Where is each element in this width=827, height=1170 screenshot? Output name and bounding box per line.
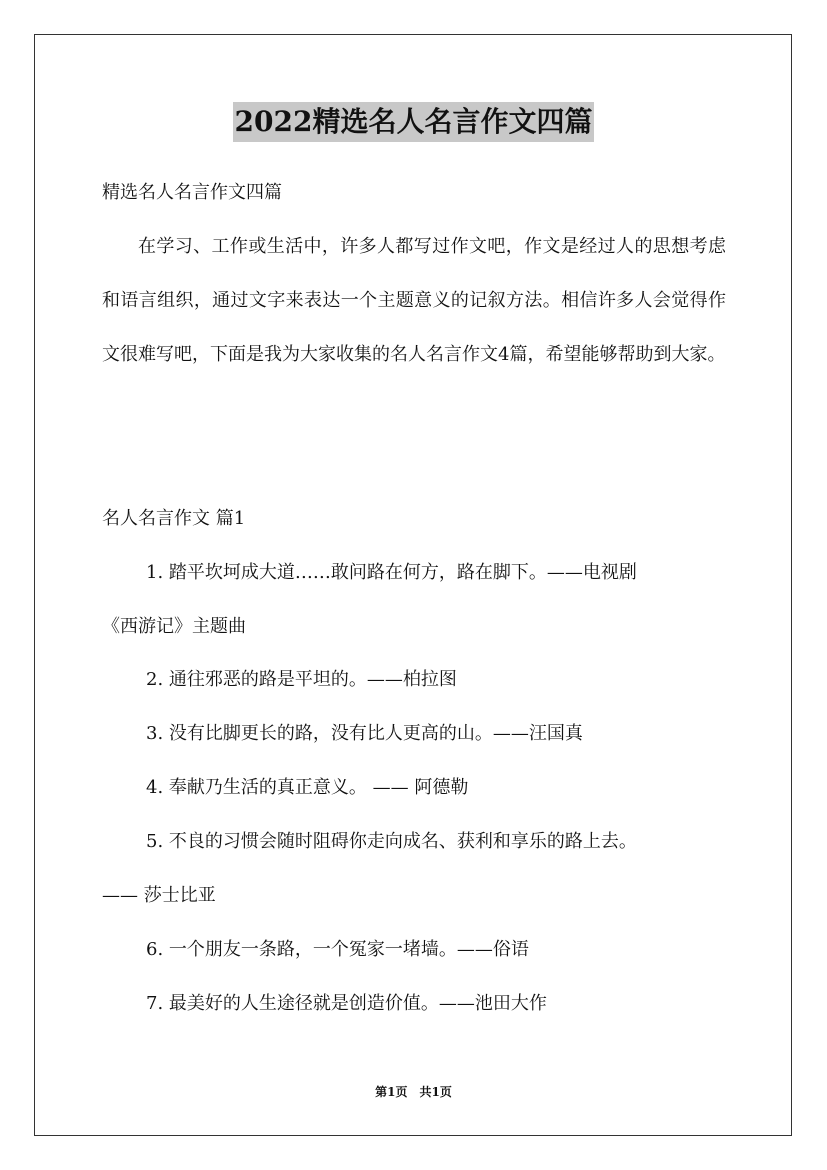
document-title	[0, 102, 827, 146]
quote-item-6: 6. 一个朋友一条路，一个冤家一堵墙。——俗语	[146, 939, 529, 960]
document-title-text: 2022精选名人名言作文四篇	[233, 102, 595, 142]
intro-paragraph: 在学习、工作或生活中，许多人都写过作文吧，作文是经过人的思想考虑和语言组织，通过文字来表达一个主题意义的记叙方法。相信许多人会觉得作文很难写吧，下面是我为大家收集的名人名言作文4篇，希望能够帮助到大家。	[102, 236, 726, 365]
quote-item-4: 4. 奉献乃生活的真正意义。 —— 阿德勒	[146, 777, 469, 798]
section-heading: 名人名言作文 篇1	[102, 508, 246, 529]
quote-item-5-continued: —— 莎士比亚	[102, 885, 216, 906]
quote-item-5: 5. 不良的习惯会随时阻碍你走向成名、获利和享乐的路上去。	[146, 831, 637, 852]
quote-item-1-continued: 《西游记》主题曲	[102, 616, 246, 637]
quote-item-2: 2. 通往邪恶的路是平坦的。——柏拉图	[146, 669, 457, 690]
page-footer	[0, 1082, 827, 1102]
quote-item-3: 3. 没有比脚更长的路，没有比人更高的山。——汪国真	[146, 723, 583, 744]
page-number-label: 第1页 共1页	[375, 1085, 452, 1099]
document-subtitle: 精选名人名言作文四篇	[102, 182, 282, 203]
quote-item-1: 1. 踏平坎坷成大道……敢问路在何方，路在脚下。——电视剧	[146, 562, 637, 583]
quote-item-7: 7. 最美好的人生途径就是创造价值。——池田大作	[146, 993, 547, 1014]
